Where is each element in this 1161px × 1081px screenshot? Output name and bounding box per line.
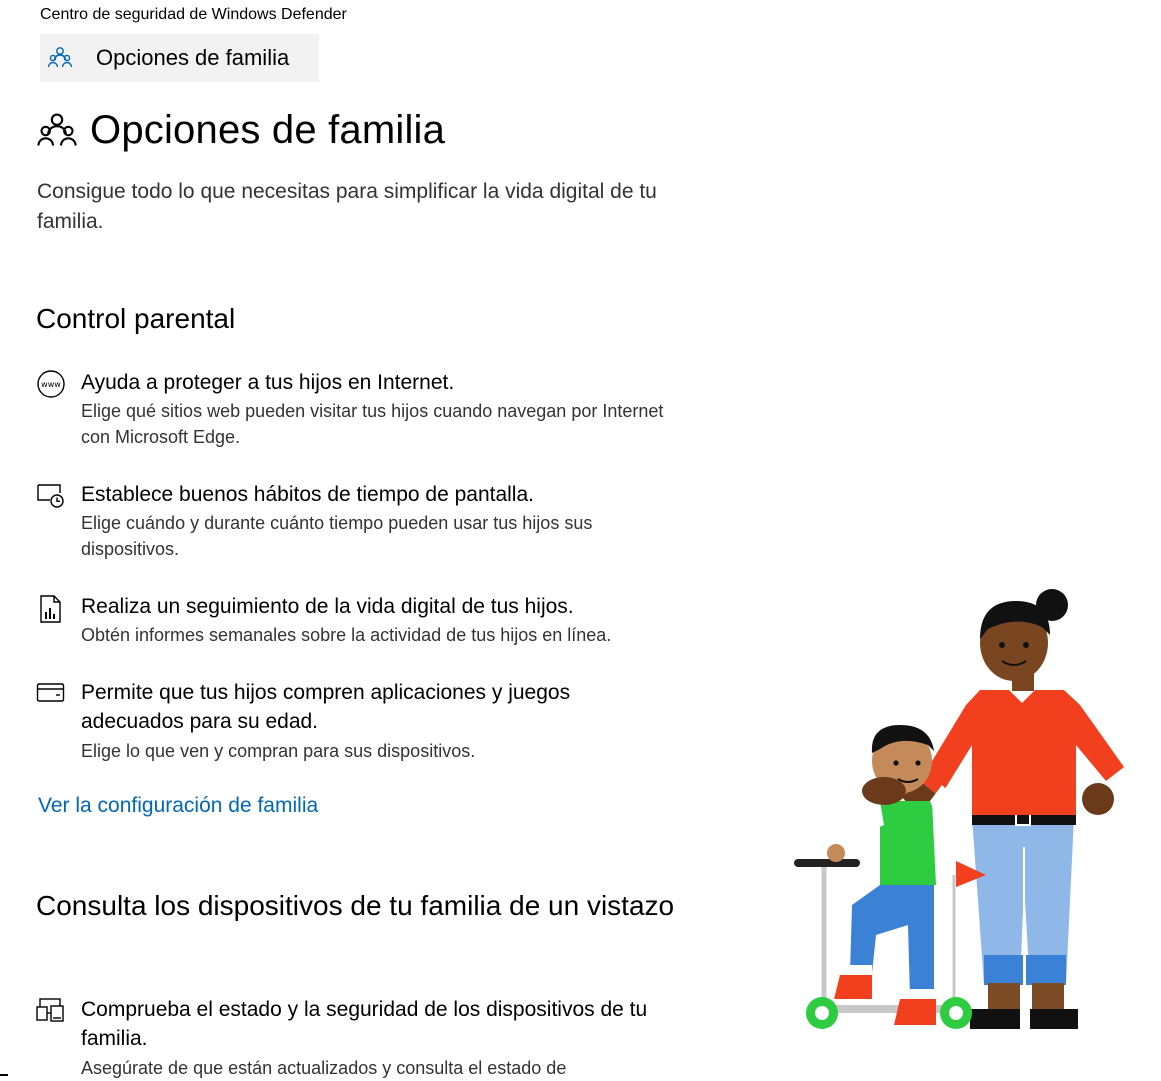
divider-mark (0, 1074, 8, 1076)
feature-description: Elige qué sitios web pueden visitar tus hijos cuando navegan por Internet con Microsoft Edge. (81, 401, 664, 447)
svg-text:www: www (41, 380, 61, 389)
devices-icon (36, 997, 66, 1027)
feature-title: Comprueba el estado y la seguridad de los dispositivos de tu familia. (81, 998, 648, 1050)
nav-tab-label: Opciones de familia (96, 45, 290, 70)
family-settings-link[interactable]: Ver la configuración de familia (38, 794, 319, 817)
nav-tab-family-options[interactable] (40, 34, 319, 82)
feature-web-protection (36, 368, 676, 458)
feature-title: Permite que tus hijos compren aplicaciones y juegos adecuados para su edad. (81, 681, 571, 733)
page-title (36, 108, 445, 153)
feature-device-status (36, 995, 676, 1080)
screen-time-icon (36, 482, 66, 512)
feature-description: Obtén informes semanales sobre la actividad de tus hijos en línea. (81, 625, 612, 645)
feature-screen-time (36, 480, 676, 570)
section-heading-devices: Consulta los dispositivos de tu familia de un vistazo (36, 890, 675, 921)
feature-title: Ayuda a proteger a tus hijos en Internet. (81, 371, 455, 394)
family-icon (46, 44, 74, 72)
payment-card-icon (36, 680, 66, 710)
section-heading-parental: Control parental (36, 303, 236, 334)
page-title-text: Opciones de familia (90, 108, 446, 152)
feature-description: Elige lo que ven y compran para sus dispositivos. (81, 741, 476, 761)
feature-description: Elige cuándo y durante cuánto tiempo pueden usar tus hijos sus dispositivos. (81, 513, 593, 559)
feature-purchases (36, 678, 676, 768)
feature-activity-reports (36, 592, 676, 652)
feature-title: Establece buenos hábitos de tiempo de pantalla. (81, 483, 534, 506)
feature-title: Realiza un seguimiento de la vida digital de tus hijos. (81, 595, 574, 618)
feature-description: Asegúrate de que están actualizados y consulta el estado de (81, 1058, 567, 1078)
www-globe-icon (36, 370, 66, 400)
family-icon (36, 110, 78, 152)
intro-text: Consigue todo lo que necesitas para simplificar la vida digital de tu familia. (37, 180, 657, 233)
activity-report-icon (36, 594, 66, 624)
app-title: Centro de seguridad de Windows Defender (40, 6, 347, 23)
family-illustration (780, 585, 1140, 1045)
